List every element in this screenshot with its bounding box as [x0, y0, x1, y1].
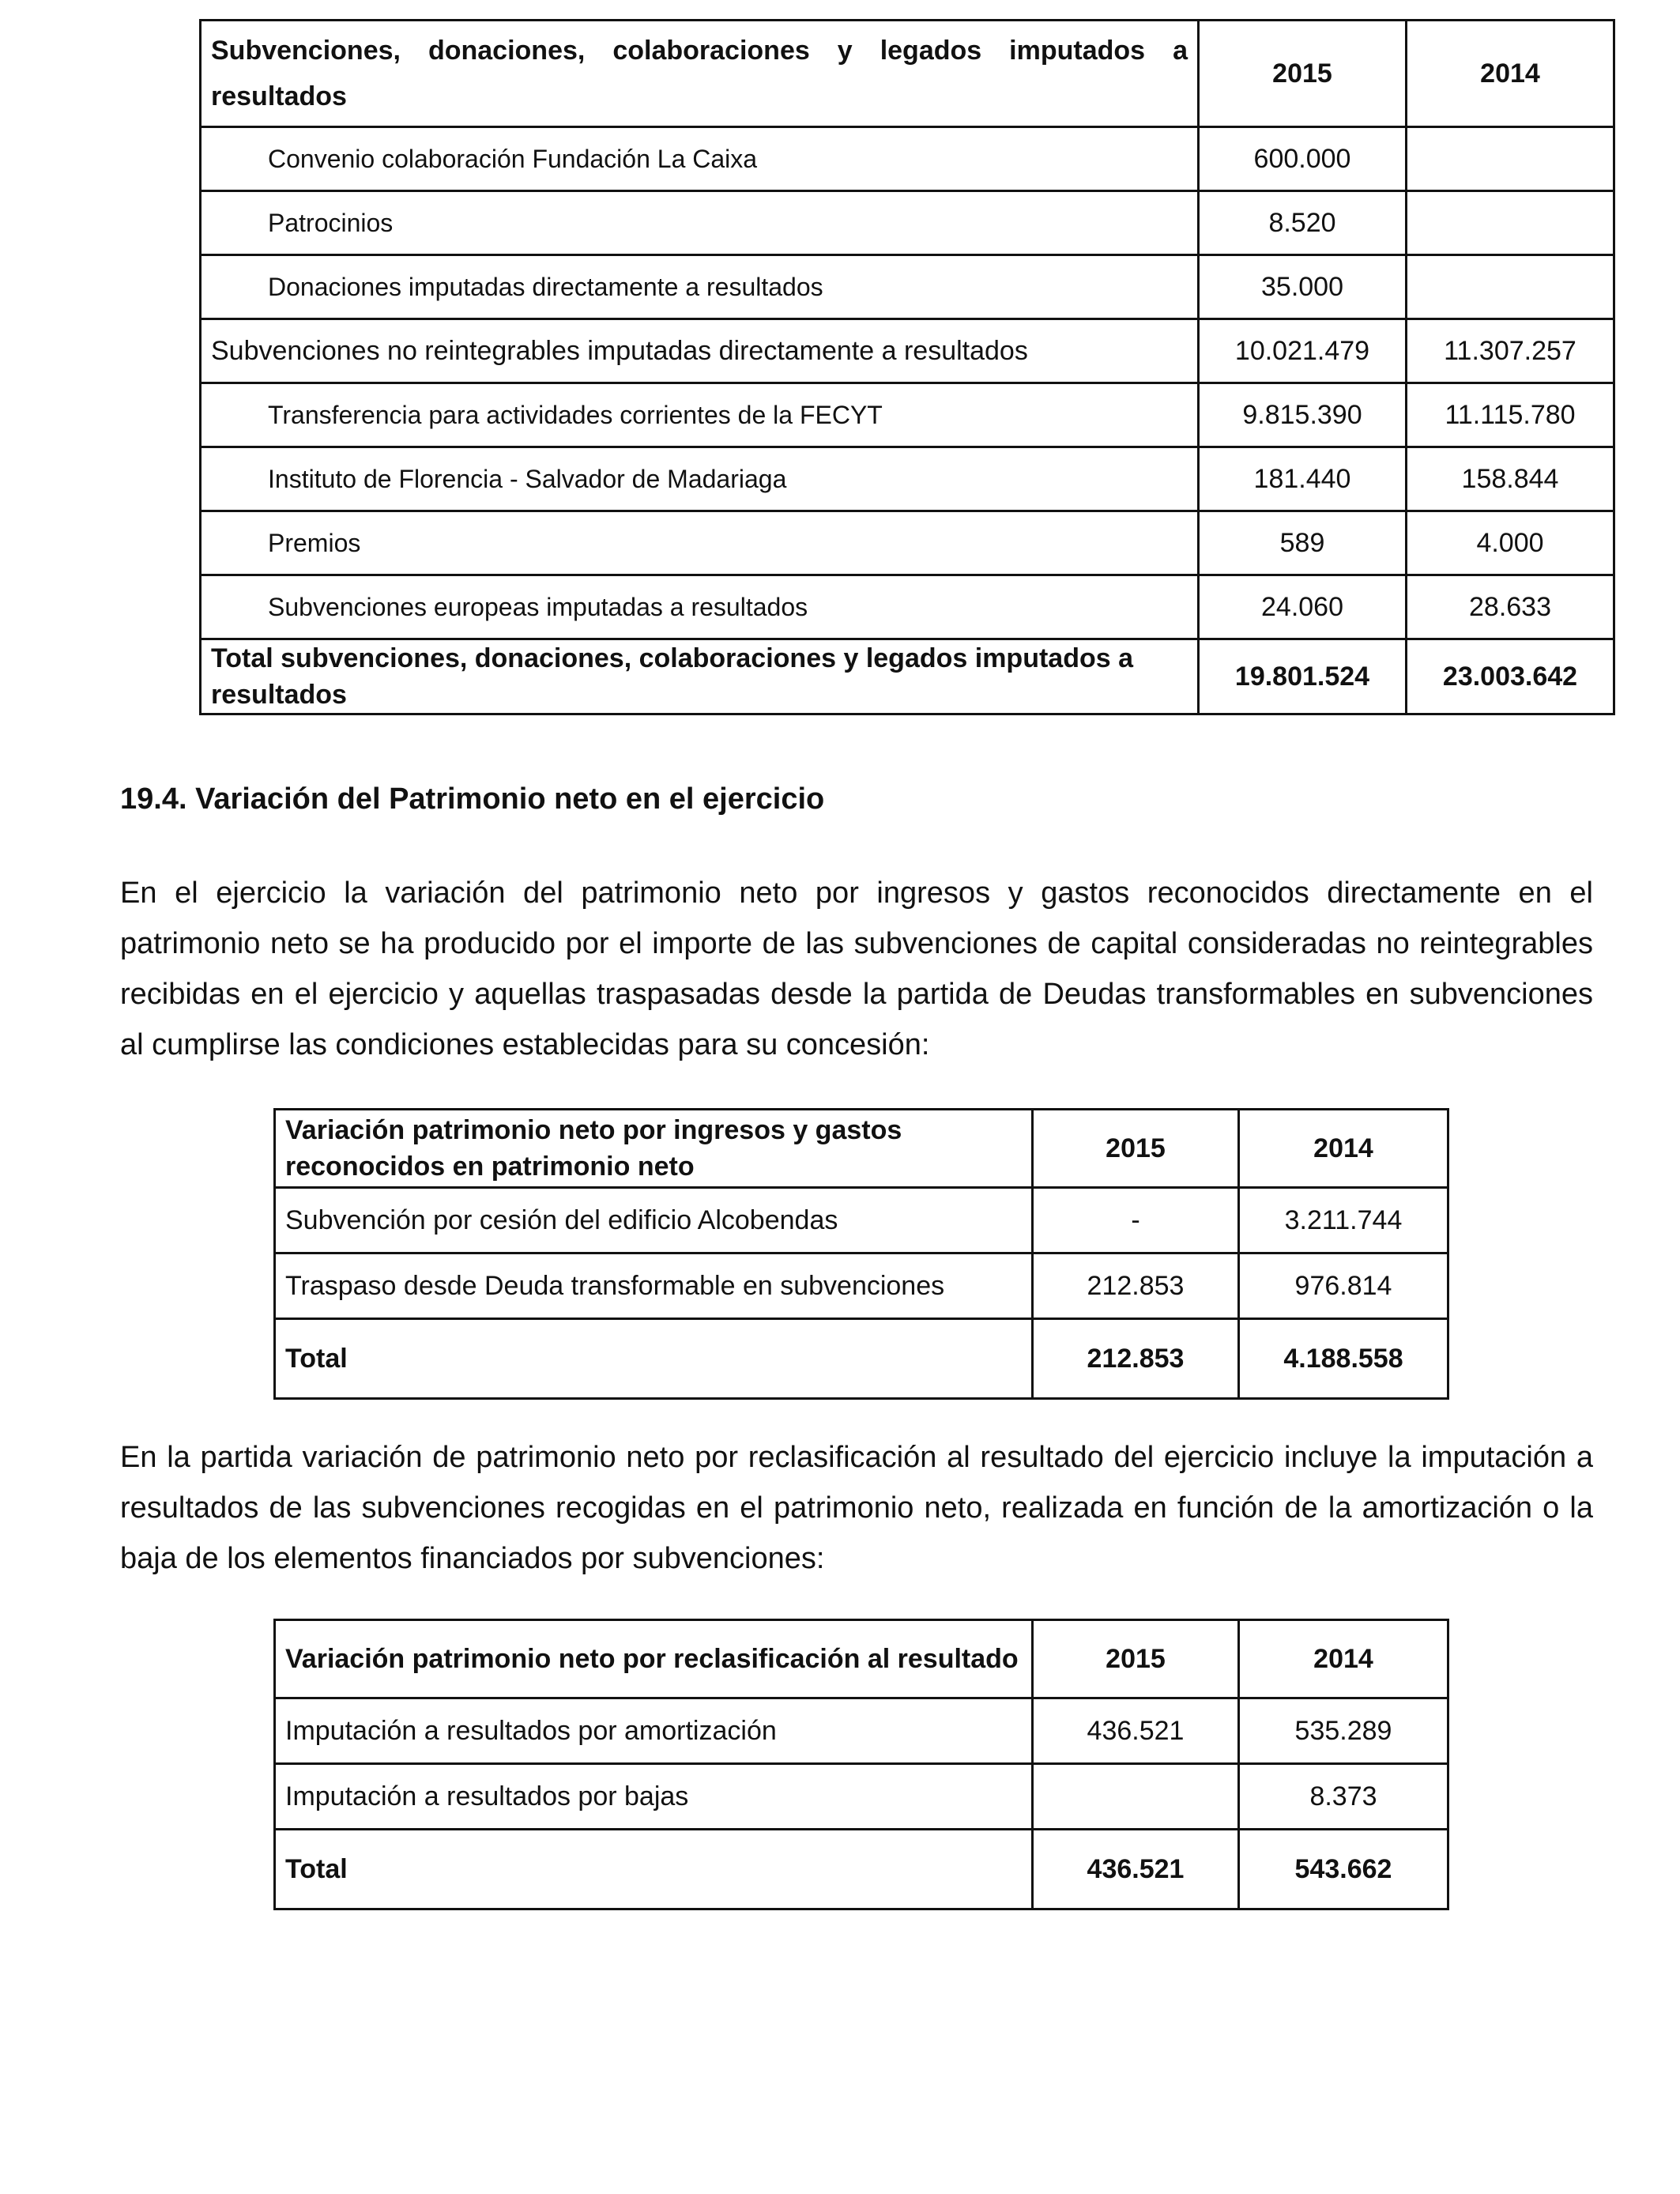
- row-value-2015: [1033, 1764, 1239, 1830]
- table-row: [201, 255, 1614, 319]
- table-row: [201, 127, 1614, 191]
- table-total-row: [275, 1319, 1448, 1399]
- total-value-2014: 23.003.642: [1407, 639, 1614, 714]
- row-value-2014: 11.307.257: [1407, 319, 1614, 383]
- table-header-row: [275, 1110, 1448, 1188]
- row-value-2014: [1407, 127, 1614, 191]
- row-label: Transferencia para actividades corrientes de la FECYT: [201, 383, 1199, 447]
- table-row: [201, 447, 1614, 511]
- row-label: Subvenciones no reintegrables imputadas directamente a resultados: [201, 319, 1199, 383]
- row-label: Subvención por cesión del edificio Alcobendas: [275, 1188, 1033, 1253]
- header-2014: 2014: [1407, 21, 1614, 127]
- table-row: [201, 191, 1614, 255]
- header-label: Subvenciones, donaciones, colaboraciones y legados imputados a resultados: [201, 21, 1199, 127]
- header-label: Variación patrimonio neto por ingresos y gastos reconocidos en patrimonio neto: [275, 1110, 1033, 1188]
- row-value-2014: 11.115.780: [1407, 383, 1614, 447]
- header-2015: 2015: [1033, 1620, 1239, 1698]
- table-header-row: [275, 1620, 1448, 1698]
- row-value-2015: -: [1033, 1188, 1239, 1253]
- row-value-2015: 35.000: [1199, 255, 1407, 319]
- row-label: Traspaso desde Deuda transformable en subvenciones: [275, 1253, 1033, 1319]
- row-value-2015: 436.521: [1033, 1698, 1239, 1764]
- row-value-2014: [1407, 255, 1614, 319]
- total-value-2015: 19.801.524: [1199, 639, 1407, 714]
- row-label: Patrocinios: [201, 191, 1199, 255]
- total-label: Total: [275, 1319, 1033, 1399]
- table-total-row: [275, 1830, 1448, 1909]
- table-header-row: [201, 21, 1614, 127]
- row-value-2014: 976.814: [1239, 1253, 1448, 1319]
- total-value-2015: 212.853: [1033, 1319, 1239, 1399]
- table-row: [275, 1188, 1448, 1253]
- row-value-2015: 589: [1199, 511, 1407, 575]
- row-value-2015: 8.520: [1199, 191, 1407, 255]
- row-value-2015: 181.440: [1199, 447, 1407, 511]
- row-value-2015: 10.021.479: [1199, 319, 1407, 383]
- row-value-2014: 3.211.744: [1239, 1188, 1448, 1253]
- row-label: Subvenciones europeas imputadas a resultados: [201, 575, 1199, 639]
- total-value-2014: 543.662: [1239, 1830, 1448, 1909]
- header-label: Variación patrimonio neto por reclasificación al resultado: [275, 1620, 1033, 1698]
- row-label: Convenio colaboración Fundación La Caixa: [201, 127, 1199, 191]
- row-value-2015: 24.060: [1199, 575, 1407, 639]
- row-value-2014: 28.633: [1407, 575, 1614, 639]
- total-label: Total: [275, 1830, 1033, 1909]
- table-row: [201, 319, 1614, 383]
- section-heading: 19.4. Variación del Patrimonio neto en el ejercicio: [120, 782, 825, 816]
- total-value-2014: 4.188.558: [1239, 1319, 1448, 1399]
- table-row: [201, 511, 1614, 575]
- total-label: Total subvenciones, donaciones, colaboraciones y legados imputados a resultados: [201, 639, 1199, 714]
- row-label: Donaciones imputadas directamente a resultados: [201, 255, 1199, 319]
- row-label: Premios: [201, 511, 1199, 575]
- row-value-2014: [1407, 191, 1614, 255]
- table-row: [275, 1698, 1448, 1764]
- row-value-2014: 535.289: [1239, 1698, 1448, 1764]
- paragraph-1: En el ejercicio la variación del patrimonio neto por ingresos y gastos reconocidos directamente en el patrimonio neto se ha producido por el importe de las subvenciones de capital consideradas no reintegrables recibidas en el ejercicio y aquellas traspasadas desde la partida de Deudas transformables en subvenciones al cumplirse las condiciones establecidas para su concesión:: [120, 876, 1593, 1061]
- row-value-2015: 212.853: [1033, 1253, 1239, 1319]
- patrimonio-ingresos-table: [273, 1108, 1449, 1400]
- row-value-2015: 9.815.390: [1199, 383, 1407, 447]
- row-value-2014: 158.844: [1407, 447, 1614, 511]
- table-row: [275, 1764, 1448, 1830]
- header-2014: 2014: [1239, 1620, 1448, 1698]
- row-label: Imputación a resultados por bajas: [275, 1764, 1033, 1830]
- subvenciones-table: [199, 19, 1615, 715]
- row-value-2014: 4.000: [1407, 511, 1614, 575]
- table-row: [275, 1253, 1448, 1319]
- table-row: [201, 383, 1614, 447]
- row-label: Imputación a resultados por amortización: [275, 1698, 1033, 1764]
- row-value-2015: 600.000: [1199, 127, 1407, 191]
- header-2015: 2015: [1033, 1110, 1239, 1188]
- row-label: Instituto de Florencia - Salvador de Madariaga: [201, 447, 1199, 511]
- table-total-row: [201, 639, 1614, 714]
- row-value-2014: 8.373: [1239, 1764, 1448, 1830]
- header-2014: 2014: [1239, 1110, 1448, 1188]
- total-value-2015: 436.521: [1033, 1830, 1239, 1909]
- patrimonio-reclasificacion-table: [273, 1619, 1449, 1910]
- header-2015: 2015: [1199, 21, 1407, 127]
- paragraph-2: En la partida variación de patrimonio neto por reclasificación al resultado del ejercicio incluye la imputación a resultados de las subvenciones recogidas en el patrimonio neto, realizada en función de la amortización o la baja de los elementos financiados por subvenciones:: [120, 1441, 1593, 1575]
- table-row: [201, 575, 1614, 639]
